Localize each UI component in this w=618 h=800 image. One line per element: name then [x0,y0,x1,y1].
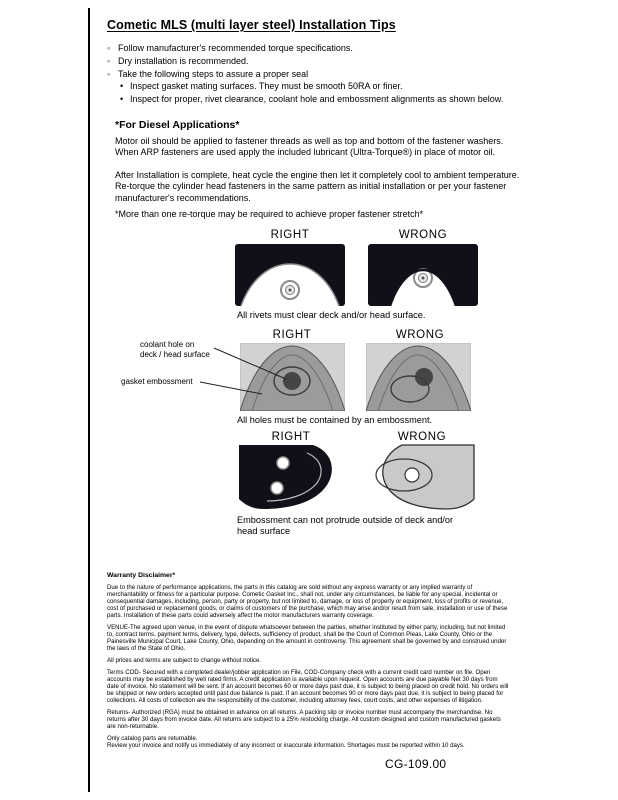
coolant-hole-right-figure [240,343,345,411]
disclaimer-heading: Warranty Disclaimer* [107,572,176,579]
rivet-clear-diagram [235,244,345,306]
caption-holes: All holes must be contained by an embossment. [237,415,433,425]
disclaimer-paragraph: Only catalog parts are returnable. [107,735,198,742]
embossment-protruding-diagram [368,443,476,511]
annotation-line: deck / head surface [140,349,210,359]
row3-right-label: RIGHT [271,431,311,443]
embossment-contained-diagram [240,343,345,411]
disclaimer-paragraph: VENUE-The agreed upon venue, in the event of dispute whatsoever between the parties, whether instituted by either party, including, but not limited to, contract terms, payment terms, delivery, type, defects, sufficiency of product, shall be the Court of Common Pleas, Lake County, Ohio or the Painesville Municipal Court, Lake County, Ohio, depending on the amount in controversy. This agreement shall be governed by and construed under the laws of the State of Ohio. [107,624,507,652]
embossment-misaligned-diagram [366,343,471,411]
caption-rivets: All rivets must clear deck and/or head surface. [237,310,426,320]
diesel-paragraph-2: After Installation is complete, heat cycle the engine then let it completely cool to ambient temperature. Re-torque the cylinder head fasteners in the same pattern as initial installation or per your fastener manufacturer's recommendations. [115,170,520,203]
open-bullet-icon: ◦ [107,43,111,53]
list-item [107,42,547,55]
list-item [107,55,547,68]
filled-bullet-icon: • [120,81,124,92]
row2-wrong-label: WRONG [395,329,445,341]
coolant-hole-wrong-figure [366,343,471,411]
list-item [107,68,547,81]
row2-right-label: RIGHT [272,329,312,341]
embossment-inside-right-figure [237,443,345,511]
diesel-paragraph-1: Motor oil should be applied to fastener threads as well as top and bottom of the fastener washers. When ARP fasteners are used apply the included lubricant (Ultra-Torque®) in place of motor oil. [115,136,504,158]
disclaimer-paragraph: All prices and terms are subject to change without notice. [107,657,262,664]
embossment-inside-diagram [237,443,345,511]
disclaimer-paragraph: Due to the nature of performance applications, the parts in this catalog are sold without any express warranty or any implied warranty of merchantability or fitness for a particular purpose. Cometic Gasket Inc., shall not, under any circumstances, be liable for any special, incidental or consequential damages, including, person, party or property, but not limited to, damage, or loss of property or equipment, loss of profits or revenue, cost of purchased or replacement goods, or claims of customers of the purchase, which may arise and/or result from sale, installation or use of these parts. Installation of these parts could adversely affect the motor manufacturers warranty coverage. [107,584,508,619]
rivet-clearance-wrong-figure [368,244,478,306]
row1-right-label: RIGHT [270,229,310,241]
filled-bullet-icon: • [120,94,124,105]
coolant-hole-annotation [140,340,220,359]
page-edge-rule [88,8,90,792]
tip-text: Inspect gasket mating surfaces. They must be smooth 50RA or finer. [130,81,403,92]
tip-text: Inspect for proper, rivet clearance, coolant hole and embossment alignments as shown below. [130,94,504,105]
disclaimer-paragraph: Returns- Authorized (RGA) must be obtained in advance on all returns. A packing slip or invoice number must accompany the merchandise. No returns after 30 days from invoice date. All returns are subject to a 25% restocking charge. All custom designed and custom manufactured gaskets are non-returnable. [107,709,501,730]
caption-protrude: Embossment can not protrude outside of deck and/or head surface [237,515,454,536]
gasket-embossment-annotation: gasket embossment [121,377,193,386]
page-title: Cometic MLS (multi layer steel) Installation Tips [107,18,396,32]
tip-text: Dry installation is recommended. [118,55,249,66]
diesel-applications-heading: *For Diesel Applications* [115,119,240,131]
disclaimer-paragraph: Review your invoice and notify us immediately of any incorrect or inaccurate information. Shortages must be reported within 10 days. [107,742,465,749]
open-bullet-icon: ◦ [107,68,111,79]
rivet-interference-diagram [368,244,478,306]
list-item [120,93,547,106]
installation-tips-list [107,42,547,106]
list-item [120,80,547,93]
retorque-note: *More than one re-torque may be required to achieve proper fastener stretch* [115,209,424,219]
tip-text: Follow manufacturer's recommended torque specifications. [118,43,353,53]
warranty-disclaimer [107,572,509,754]
row1-wrong-label: WRONG [398,229,448,241]
open-bullet-icon: ◦ [107,55,111,66]
embossment-protruding-wrong-figure [368,443,476,511]
disclaimer-paragraph: Terms COD- Secured with a completed dealer/jobber application on File, COD-Company check with a current credit card number on file. Open accounts may be established by well rated firms. A credit application is available upon request. Open accounts are due payable Net 30 days from date of invoice. No statement will be sent. If an account becomes 60 or more days past due, it is subject to being placed on credit hold. No orders will be shipped or new orders accepted until past due balance is paid. If an account becomes 90 or more days past due, it is subject to being placed for collections. All costs of collection are the responsibility of the customer, including attorney fees, court costs, and other expenses of litigation. [107,669,509,704]
row3-wrong-label: WRONG [397,431,447,443]
page-code: CG-109.00 [385,757,447,771]
tip-text: Take the following steps to assure a proper seal [118,68,309,79]
annotation-line: coolant hole on [140,340,195,349]
rivet-clearance-right-figure [235,244,345,306]
